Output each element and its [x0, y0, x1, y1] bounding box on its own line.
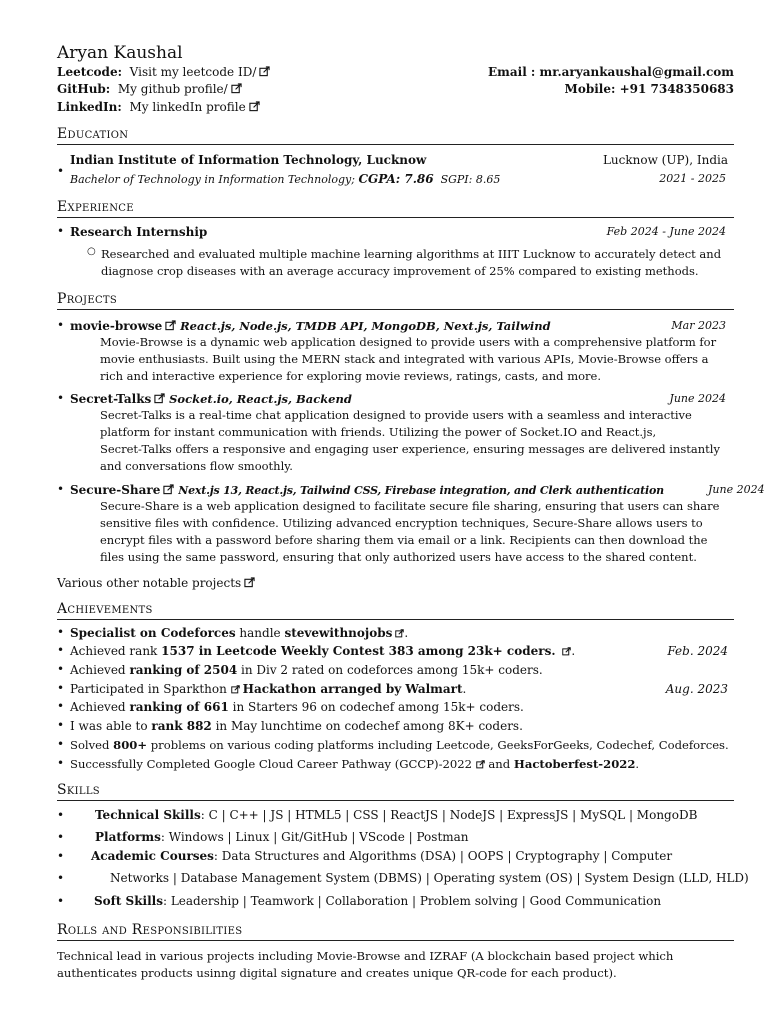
project-name: Secure-Share: [70, 483, 161, 497]
achievement-bold: 800+: [113, 738, 148, 752]
experience-desc-line: Researched and evaluated multiple machine learning algorithms at IIIT Lucknow to accurately detect and: [101, 247, 722, 261]
achievement-item: [70, 625, 408, 641]
achievement-bold: Hactoberfest-2022: [513, 757, 636, 771]
achievement-text: Achieved: [70, 700, 130, 714]
projects-heading: Projects: [57, 291, 734, 310]
achievement-text: Achieved rank: [70, 644, 162, 658]
achievement-text: I was able to: [70, 719, 152, 733]
leetcode-link[interactable]: Visit my leetcode ID/: [129, 65, 257, 79]
skills-value: : Leadership | Teamwork | Collaboration | Problem solving | Good Communication: [162, 894, 662, 908]
github-label: GitHub:: [57, 82, 111, 96]
experience-heading: Experience: [57, 199, 734, 218]
bullet: •: [57, 318, 65, 332]
project-desc-line: platform for instant communication with friends. Utilizing the power of Socket.IO and React.js,: [100, 425, 657, 439]
project-desc-line: Secret-Talks is a real-time chat application designed to provide users with a seamless and interactive: [100, 408, 692, 422]
github-link[interactable]: My github profile/: [117, 82, 228, 96]
education-heading: Education: [57, 126, 734, 145]
achievement-item: [70, 699, 524, 715]
rolls-heading: Rolls and Responsibilities: [57, 922, 734, 941]
external-link-icon[interactable]: [562, 647, 571, 656]
education-years: 2021 - 2025: [659, 172, 726, 185]
skills-label: Academic Courses: [91, 849, 214, 863]
external-link-icon[interactable]: [165, 320, 176, 331]
experience-dates: Feb 2024 - June 2024: [606, 225, 726, 238]
bullet: •: [57, 699, 65, 713]
sub-bullet: ○: [87, 246, 96, 257]
bullet: •: [57, 164, 65, 178]
bullet: •: [57, 681, 65, 695]
achievement-text: .: [462, 682, 467, 696]
project-desc-line: movie enthusiasts. Built using the MERN stack and integrated with various APIs, Movie-Browse offers a: [100, 352, 709, 366]
bullet: •: [57, 662, 65, 676]
project-desc-line: rich and interactive experience for exploring movie reviews, ratings, casts, and more.: [100, 369, 601, 383]
project-desc-line: Secret-Talks offers a responsive and engaging user experience, ensuring messages are delivered instantly: [100, 442, 720, 456]
achievement-text: .: [404, 626, 409, 640]
project-desc-line: encrypt files with a password before sharing them via email or a link. Recipients can then download the: [100, 533, 708, 547]
achievement-item: [70, 756, 639, 772]
skills-row-technical: [57, 807, 757, 823]
achievement-text: in May lunchtime on codechef among 8K+ coders.: [211, 719, 523, 733]
external-link-icon[interactable]: [476, 760, 485, 769]
external-link-icon[interactable]: [231, 685, 240, 694]
bullet: •: [57, 871, 65, 885]
external-link-icon[interactable]: [163, 484, 174, 495]
bullet: •: [57, 391, 65, 405]
github-row: [57, 81, 242, 97]
bullet: •: [57, 643, 65, 657]
other-projects-row: [57, 575, 255, 591]
external-link-icon[interactable]: [231, 83, 242, 94]
achievement-text: .: [571, 644, 576, 658]
bullet: •: [57, 737, 65, 751]
achievement-bold: 1537 in Leetcode Weekly Contest 383 among 23k+ coders.: [161, 644, 556, 658]
project-title-row: [70, 482, 664, 499]
bullet: •: [57, 830, 65, 844]
skills-value: : Data Structures and Algorithms (DSA) | OOPS | Cryptography | Computer: [213, 849, 673, 863]
project-date: June 2024: [708, 483, 765, 496]
linkedin-link[interactable]: My linkedIn profile: [129, 100, 246, 114]
institute-location: Lucknow (UP), India: [602, 153, 728, 167]
bullet: •: [57, 625, 65, 639]
project-title-row: [70, 318, 551, 334]
bullet: •: [57, 482, 65, 496]
achievement-bold: Specialist on Codeforces: [70, 626, 236, 640]
project-desc-line: and conversations flow smoothly.: [100, 459, 293, 473]
achievement-item: [70, 643, 575, 659]
external-link-icon[interactable]: [249, 101, 260, 112]
external-link-icon[interactable]: [244, 577, 255, 588]
achievement-item: [70, 718, 523, 734]
achievements-heading: Achievements: [57, 601, 734, 620]
project-tech: Socket.io, React.js, Backend: [169, 392, 352, 406]
project-desc-line: files using the same password, ensuring that only authorized users have access to the shared content.: [100, 550, 697, 564]
cgpa: CGPA: 7.86: [358, 172, 434, 186]
skills-label: Platforms: [95, 830, 161, 844]
bullet: •: [57, 894, 65, 908]
project-name: movie-browse: [70, 319, 163, 333]
sgpi: SGPI: 8.65: [440, 173, 501, 186]
experience-desc-line: diagnose crop diseases with an average accuracy improvement of 25% compared to existing methods.: [101, 264, 699, 278]
candidate-name: Aryan Kaushal: [57, 43, 183, 63]
achievement-text: handle: [235, 626, 285, 640]
project-tech: Next.js 13, React.js, Tailwind CSS, Firebase integration, and Clerk authentication: [178, 484, 664, 497]
achievement-text: problems on various coding platforms including Leetcode, GeeksForGeeks, Codechef, Codeforces.: [147, 738, 729, 752]
external-link-icon[interactable]: [259, 66, 270, 77]
achievement-text: and: [484, 757, 514, 771]
skills-value: Networks | Database Management System (DBMS) | Operating system (OS) | System Design (LLD, HLD): [110, 871, 749, 885]
project-title-row: [70, 391, 352, 407]
degree-name: Bachelor of Technology in Information Technology;: [70, 173, 355, 186]
bullet: •: [57, 224, 65, 238]
skills-heading: Skills: [57, 782, 734, 801]
bullet: •: [57, 849, 65, 863]
achievement-date: Feb. 2024: [667, 644, 728, 658]
skills-row-soft: [57, 893, 757, 909]
leetcode-row: [57, 64, 270, 80]
achievement-bold: ranking of 2504: [129, 663, 238, 677]
achievement-text: Successfully Completed Google Cloud Career Pathway (GCCP)-2022: [70, 757, 476, 771]
achievement-bold: rank 882: [151, 719, 212, 733]
achievement-bold: Hackathon arranged by Walmart: [242, 682, 463, 696]
achievement-text: Achieved: [70, 663, 130, 677]
skills-row-academic: [57, 848, 757, 864]
achievement-item: [70, 737, 729, 753]
email-contact[interactable]: Email : mr.aryankaushal@gmail.com: [488, 65, 734, 79]
project-name: Secret-Talks: [70, 392, 152, 406]
leetcode-label: Leetcode:: [57, 65, 123, 79]
project-desc-line: Movie-Browse is a dynamic web application designed to provide users with a comprehensive platform for: [100, 335, 717, 349]
project-date: June 2024: [669, 392, 726, 405]
bullet: •: [57, 718, 65, 732]
skills-value: : C | C++ | JS | HTML5 | CSS | ReactJS | NodeJS | ExpressJS | MySQL | MongoDB: [200, 808, 698, 822]
mobile-contact: Mobile: +91 7348350683: [564, 82, 734, 96]
achievement-text: Participated in Sparkthon: [70, 682, 231, 696]
project-desc-line: sensitive files with confidence. Utilizing advanced encryption techniques, Secure-Share allows users to: [100, 516, 703, 530]
skills-label: Technical Skills: [95, 808, 201, 822]
linkedin-row: [57, 99, 260, 115]
skills-row-platforms: [57, 829, 757, 845]
rolls-line: authenticates products usinng digital signature and creates unique QR-code for each product).: [57, 966, 617, 980]
achievement-text: in Starters 96 on codechef among 15k+ coders.: [228, 700, 524, 714]
skills-value: : Windows | Linux | Git/GitHub | VScode | Postman: [160, 830, 469, 844]
achievement-date: Aug. 2023: [665, 682, 728, 696]
linkedin-label: LinkedIn:: [57, 100, 122, 114]
achievement-item: [70, 681, 466, 697]
bullet: •: [57, 756, 65, 770]
institute-name: Indian Institute of Information Technology, Lucknow: [70, 153, 427, 167]
achievement-item: [70, 662, 543, 678]
codeforces-handle: stevewithnojobs: [284, 626, 393, 640]
degree-line: [70, 171, 500, 188]
project-desc-line: Secure-Share is a web application designed to facilitate secure file sharing, ensuring that users can share: [100, 499, 720, 513]
skills-label: Soft Skills: [94, 894, 163, 908]
achievement-text: .: [635, 757, 640, 771]
bullet: •: [57, 808, 65, 822]
experience-role: Research Internship: [70, 225, 208, 239]
external-link-icon[interactable]: [154, 393, 165, 404]
skills-row-academic-cont: [57, 870, 757, 886]
project-tech: React.js, Node.js, TMDB API, MongoDB, Next.js, Tailwind: [180, 319, 551, 333]
rolls-line: Technical lead in various projects including Movie-Browse and IZRAF (A blockchain based project which: [57, 949, 674, 963]
project-date: Mar 2023: [671, 319, 726, 332]
other-projects-link[interactable]: Various other notable projects: [57, 576, 242, 590]
achievement-text: in Div 2 rated on codeforces among 15k+ coders.: [237, 663, 543, 677]
achievement-text: Solved: [70, 738, 114, 752]
achievement-bold: ranking of 661: [129, 700, 229, 714]
